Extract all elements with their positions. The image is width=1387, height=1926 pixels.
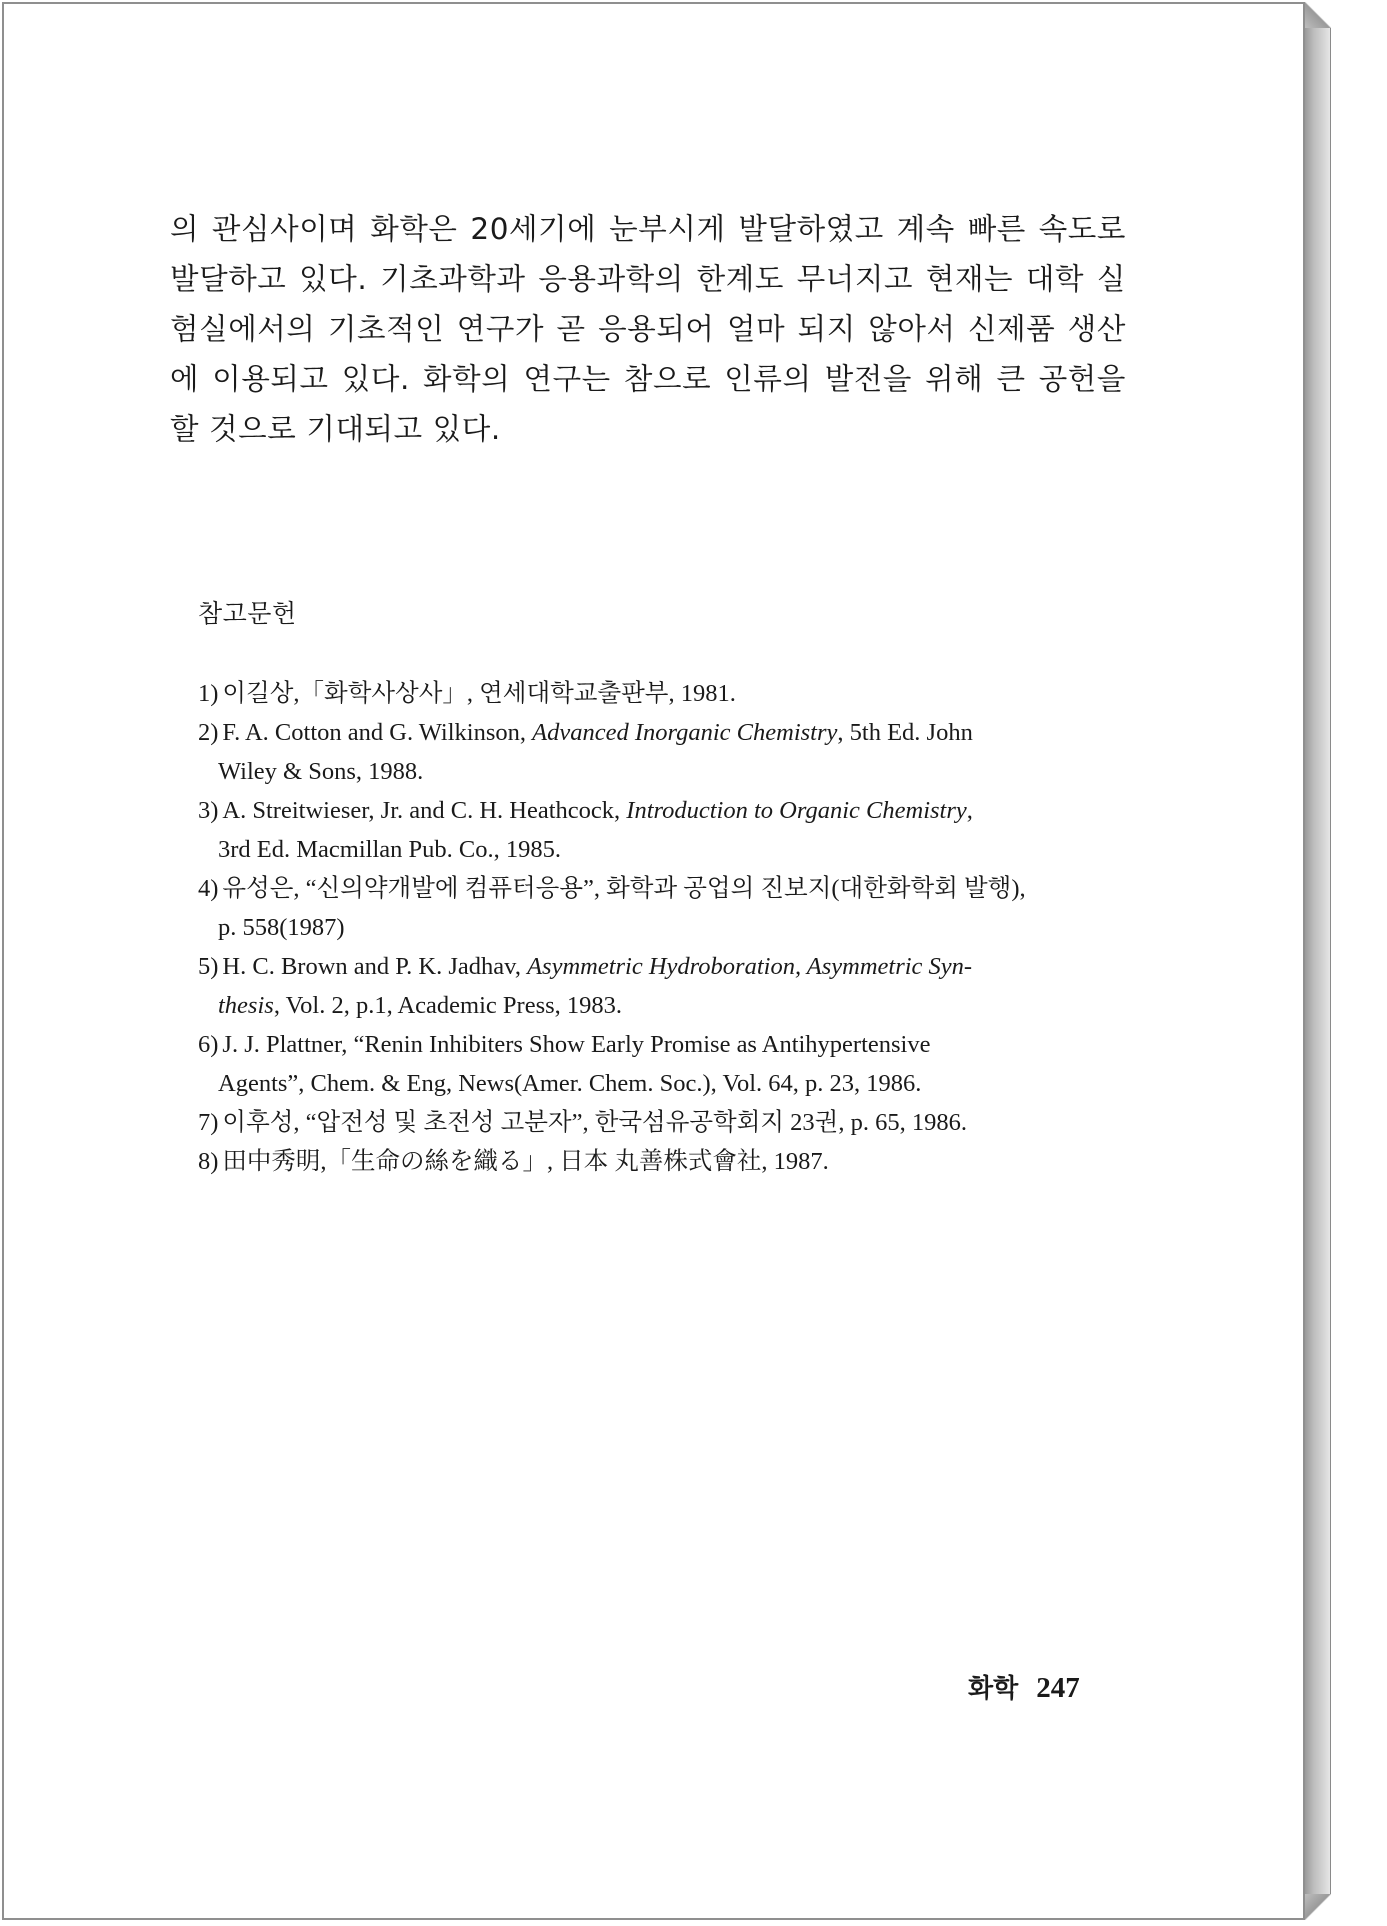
reference-text: 이후성, “압전성 및 초전성 고분자”, 한국섬유공학회지 23권, p. 65, 1986. — [222, 1109, 967, 1136]
reference-text: 유성은, “신의약개발에 컴퓨터응용”, 화학과 공업의 진보지(대한화학회 발행), — [222, 875, 1026, 902]
reference-continuation — [198, 986, 1128, 1025]
reference-item-3 — [198, 791, 1128, 869]
reference-item-2 — [198, 713, 1128, 791]
reference-continuation: p. 558(1987) — [218, 914, 345, 941]
reference-list — [198, 674, 1128, 1181]
running-section-title: 화학 — [968, 1674, 1019, 1704]
reference-item-8 — [198, 1142, 1128, 1181]
reference-title: Introduction to Organic Chemistry — [626, 797, 967, 824]
reference-number: 2) — [198, 719, 219, 746]
reference-text: J. J. Plattner, “Renin Inhibiters Show Early Promise as Antihypertensive — [222, 1031, 931, 1058]
page-corner-top — [1305, 2, 1331, 28]
page-footer — [968, 1668, 1080, 1705]
reference-item-1 — [198, 674, 1128, 713]
page-number: 247 — [1036, 1672, 1080, 1704]
reference-item-4 — [198, 869, 1128, 947]
reference-number: 5) — [198, 953, 219, 980]
reference-item-5 — [198, 947, 1128, 1025]
reference-text-after: , — [966, 797, 973, 824]
reference-number: 1) — [198, 680, 219, 707]
reference-continuation: Wiley & Sons, 1988. — [218, 758, 424, 785]
reference-text: A. Streitwieser, Jr. and C. H. Heathcock, — [222, 797, 627, 824]
reference-number: 6) — [198, 1031, 219, 1058]
reference-title: Advanced Inorganic Chemistry — [532, 719, 838, 746]
reference-text: H. C. Brown and P. K. Jadhav, — [222, 953, 528, 980]
page-corner-bottom — [1305, 1894, 1331, 1920]
reference-text: 이길상,「화학사상사」, 연세대학교출판부, 1981. — [222, 680, 736, 707]
reference-title: Asymmetric Hydroboration, Asymmetric Syn- — [527, 953, 973, 980]
body-paragraph: 의 관심사이며 화학은 20세기에 눈부시게 발달하였고 계속 빠른 속도로 발달하고 있다. 기초과학과 응용과학의 한계도 무너지고 현재는 대학 실험실에서의 기초적인 연구가 곧 응용되어 얼마 되지 않아서 신제품 생산에 이용되고 있다. 화학의 연구는 참으로 인류의 발전을 위해 큰 공헌을 할 것으로 기대되고 있다. — [170, 212, 1126, 446]
reference-text: F. A. Cotton and G. Wilkinson, — [222, 719, 533, 746]
reference-text-after: , 5th Ed. John — [837, 719, 973, 746]
reference-number: 7) — [198, 1109, 219, 1136]
reference-text: 田中秀明,「生命の絲を織る」, 日本 丸善株式會社, 1987. — [222, 1148, 829, 1175]
page-stack-edge — [1305, 6, 1331, 1918]
reference-item-7 — [198, 1103, 1128, 1142]
reference-continuation: Agents”, Chem. & Eng, News(Amer. Chem. Soc.), Vol. 64, p. 23, 1986. — [218, 1070, 922, 1097]
reference-continuation-text: , Vol. 2, p.1, Academic Press, 1983. — [273, 992, 623, 1019]
reference-number: 8) — [198, 1148, 219, 1175]
references-heading: 참고문헌 — [198, 599, 297, 628]
reference-item-6 — [198, 1025, 1128, 1103]
reference-number: 3) — [198, 797, 219, 824]
reference-continuation: 3rd Ed. Macmillan Pub. Co., 1985. — [218, 836, 561, 863]
reference-title-continued: thesis — [218, 992, 274, 1019]
reference-number: 4) — [198, 875, 219, 902]
